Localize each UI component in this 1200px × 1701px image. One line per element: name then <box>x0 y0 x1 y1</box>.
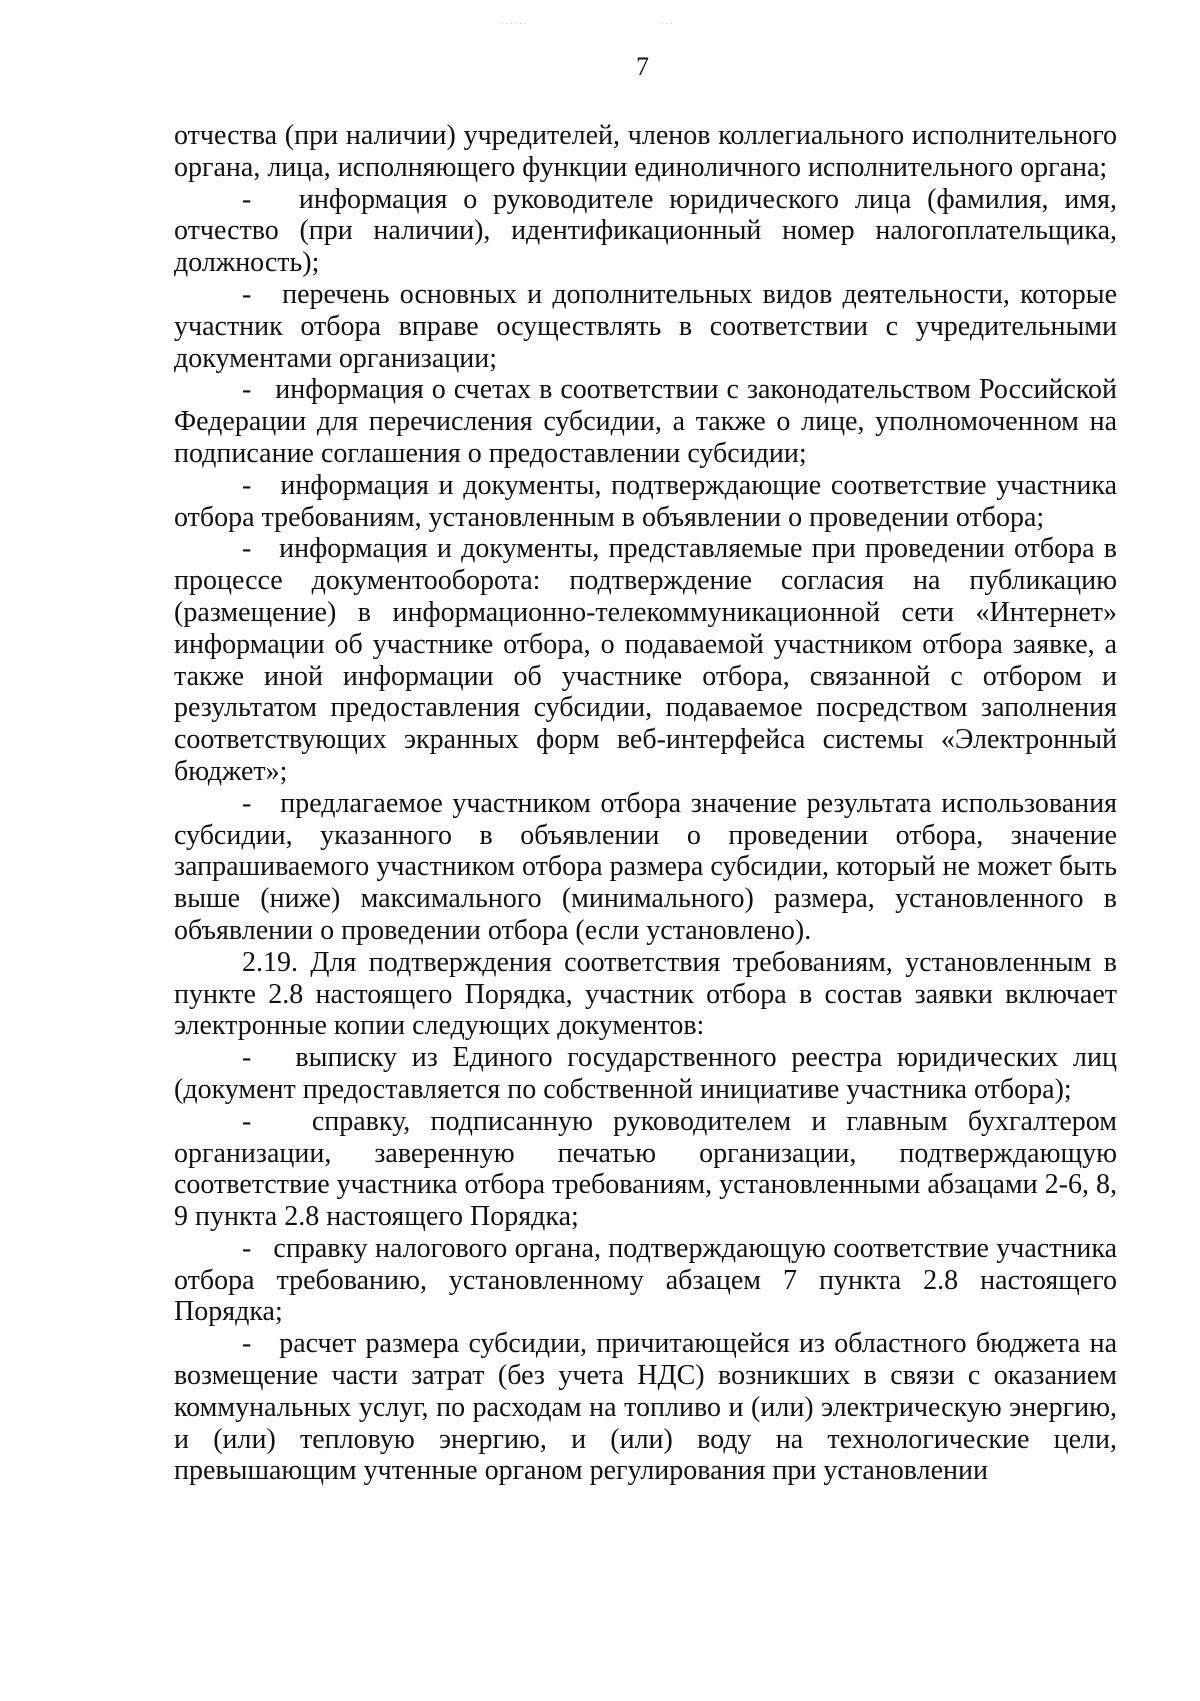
scan-artifact: ······ <box>500 18 528 30</box>
list-item: - справку, подписанную руководителем и главным бухгалтером организации, заверенную печатью организации, подтверждающую соответствие участника отбора требованиям, установленными абзацами 2-6, 8, 9 пункта 2.8 настоящего Порядка; <box>174 1106 1117 1233</box>
paragraph-continuation: отчества (при наличии) учредителей, членов коллегиального исполнительного органа, лица, исполняющего функции единоличного исполнительного органа; <box>174 120 1117 183</box>
section-paragraph: 2.19. Для подтверждения соответствия требованиям, установленным в пункте 2.8 настоящего Порядка, участник отбора в состав заявки включает электронные копии следующих документов: <box>174 946 1117 1042</box>
list-item: - справку налогового органа, подтверждающую соответствие участника отбора требованию, установленному абзацем 7 пункта 2.8 настоящего Порядка; <box>174 1233 1117 1328</box>
list-item: - информация и документы, подтверждающие соответствие участника отбора требованиям, установленным в объявлении о проведении отбора; <box>174 470 1117 534</box>
document-body <box>174 120 1117 1487</box>
list-item: - предлагаемое участником отбора значение результата использования субсидии, указанного в объявлении о проведении отбора, значение запрашиваемого участником отбора размера субсидии, который не может быть выше (ниже) максимального (минимального) размера, установленного в объявлении о проведении отбора (если установлено). <box>174 788 1117 947</box>
page-number: 7 <box>636 52 649 81</box>
list-item: - информация и документы, представляемые при проведении отбора в процессе документооборота: подтверждение согласия на публикацию (размещение) в информационно-телекоммуникационной сети «Интернет» информации об участнике отбора, о подаваемой участником отбора заявке, а также иной информации об участнике отбора, связанной с отбором и результатом предоставления субсидии, подаваемое посредством заполнения соответствующих экранных форм веб-интерфейса системы «Электронный бюджет»; <box>174 533 1117 787</box>
list-item: - информация о руководителе юридического лица (фамилия, имя, отчество (при наличии), идентификационный номер налогоплательщика, должность); <box>174 184 1117 279</box>
scan-artifact: ··· <box>660 18 674 30</box>
list-item: - расчет размера субсидии, причитающейся из областного бюджета на возмещение части затрат (без учета НДС) возникших в связи с оказанием коммунальных услуг, по расходам на топливо и (или) электрическую энергию, и (или) тепловую энергию, и (или) воду на технологические цели, превышающим учтенные органом регулирования при установлении <box>174 1328 1117 1487</box>
list-item: - информация о счетах в соответствии с законодательством Российской Федерации для перечисления субсидии, а также о лице, уполномоченном на подписание соглашения о предоставлении субсидии; <box>174 374 1117 469</box>
list-item: - перечень основных и дополнительных видов деятельности, которые участник отбора вправе осуществлять в соответствии с учредительными документами организации; <box>174 279 1117 374</box>
list-item: - выписку из Единого государственного реестра юридических лиц (документ предоставляется по собственной инициативе участника отбора); <box>174 1042 1117 1106</box>
